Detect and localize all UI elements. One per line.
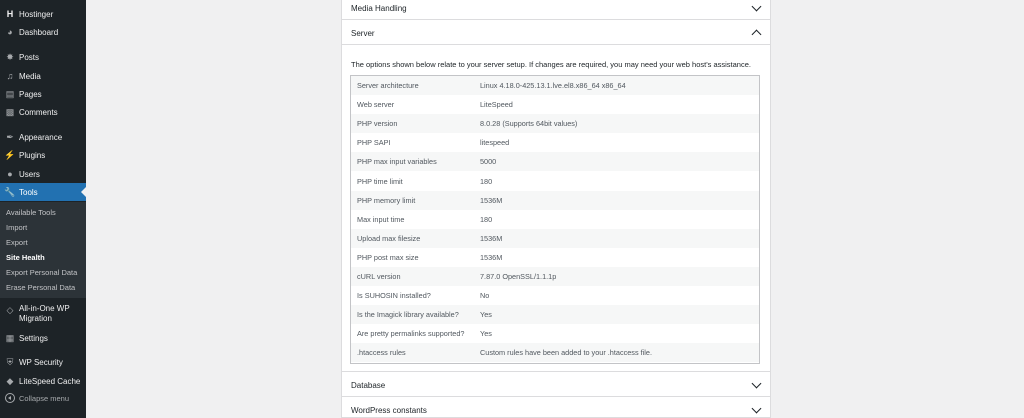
media-icon: ♫ [6,70,14,81]
submenu-import[interactable]: Import [6,223,28,232]
table-row [351,229,759,248]
divider [341,44,771,45]
menu-label: Dashboard [19,27,59,37]
row-value: Linux 4.18.0-425.13.1.lve.el8.x86_64 x86_64 [480,81,626,91]
divider [341,19,771,20]
row-key: PHP memory limit [357,195,416,205]
menu-item-pages[interactable] [0,85,86,103]
menu-label: Plugins [19,150,46,160]
dashboard-icon: ◕ [7,26,13,37]
menu-item-appearance[interactable] [0,128,86,146]
server-info-table [350,75,760,364]
menu-label: All-in-One WP Migration [19,304,70,323]
table-row [351,324,759,343]
accordion-media-handling[interactable] [342,0,770,20]
migration-icon: ◇ [6,304,14,315]
table-row [351,210,759,229]
accordion-database[interactable] [342,373,770,397]
menu-item-tools[interactable] [0,183,86,201]
row-key: PHP version [357,119,398,129]
collapse-label: Collapse menu [19,393,70,403]
submenu-export-personal-data[interactable]: Export Personal Data [6,268,78,277]
row-value: 5000 [480,157,497,167]
accordion-wordpress-constants[interactable] [342,398,770,418]
row-key: PHP SAPI [357,138,391,148]
chevron-down-icon [752,379,762,389]
menu-item-posts[interactable] [0,48,86,66]
menu-item-plugins[interactable] [0,146,86,164]
menu-label: WP Security [19,357,63,367]
row-key: Is the Imagick library available? [357,310,459,320]
submenu-site-health[interactable]: Site Health [6,253,45,262]
row-key: Is SUHOSIN installed? [357,291,431,301]
menu-label: Tools [19,187,38,197]
chevron-up-icon [752,30,762,40]
menu-item-settings[interactable] [0,329,86,347]
menu-label: Comments [19,107,58,117]
section-title: Database [351,380,386,390]
litespeed-icon: ◆ [6,375,14,386]
table-row [351,172,759,191]
hostinger-logo-icon: H [6,8,14,19]
submenu-export[interactable]: Export [6,238,28,247]
brush-icon: ✒ [6,131,14,142]
row-value: litespeed [480,138,510,148]
menu-item-dashboard[interactable] [0,23,86,41]
divider [341,371,771,372]
server-intro-text: The options shown below relate to your server setup. If changes are required, you may need your web host's assistance. [351,60,751,69]
table-row [351,114,759,133]
chevron-down-icon [752,404,762,414]
menu-label: Users [19,169,40,179]
user-icon: ● [7,168,13,179]
row-key: Web server [357,100,395,110]
section-title: WordPress constants [351,405,427,415]
row-value: 1536M [480,195,503,205]
row-key: PHP max input variables [357,157,437,167]
menu-label: Appearance [19,132,63,142]
section-title: Server [351,28,375,38]
table-row [351,343,759,362]
row-value: No [480,291,490,301]
table-row [351,191,759,210]
table-row [351,152,759,171]
table-row [351,248,759,267]
page-icon: ▤ [5,88,15,99]
row-key: Max input time [357,214,405,224]
table-row [351,305,759,324]
submenu-available-tools[interactable]: Available Tools [6,208,56,217]
submenu-erase-personal-data[interactable]: Erase Personal Data [6,283,76,292]
accordion-server[interactable] [342,21,770,45]
row-value: 180 [480,176,493,186]
row-value: LiteSpeed [480,100,513,110]
wrench-icon: 🔧 [4,186,16,197]
row-value: Custom rules have been added to your .htaccess file. [480,348,652,358]
shield-icon: ⛨ [6,356,14,367]
tools-submenu [0,202,86,298]
row-key: PHP post max size [357,252,419,262]
plugin-icon: ⚡ [4,149,16,160]
row-key: cURL version [357,272,401,282]
row-value: Yes [480,329,492,339]
row-value: 180 [480,214,493,224]
menu-item-litespeed-cache[interactable] [0,372,86,390]
row-key: Are pretty permalinks supported? [357,329,465,339]
menu-item-all-in-one-migration[interactable] [0,302,86,326]
table-row [351,286,759,305]
divider [341,396,771,397]
menu-label: Posts [19,52,40,62]
menu-item-users[interactable] [0,165,86,183]
menu-item-media[interactable] [0,67,86,85]
row-key: Upload max filesize [357,233,421,243]
chevron-down-icon [752,2,762,12]
menu-item-hostinger[interactable] [0,5,86,23]
row-key: Server architecture [357,81,419,91]
table-row [351,267,759,286]
row-value: 1536M [480,233,503,243]
row-value: 7.87.0 OpenSSL/1.1.1p [480,272,557,282]
comment-icon: ▩ [5,106,15,117]
row-value: 1536M [480,252,503,262]
menu-label: Pages [19,89,42,99]
table-row [351,76,759,95]
row-key: .htaccess rules [357,348,406,358]
menu-label: LiteSpeed Cache [19,376,81,386]
settings-icon: ▦ [5,332,15,343]
row-value: 8.0.28 (Supports 64bit values) [480,119,578,129]
table-row [351,95,759,114]
admin-sidebar [0,0,86,418]
menu-item-wp-security[interactable] [0,353,86,371]
section-title: Media Handling [351,3,407,13]
collapse-icon [5,393,15,403]
menu-item-comments[interactable] [0,103,86,121]
row-value: Yes [480,310,492,320]
collapse-menu-button[interactable] [5,393,69,403]
menu-label: Media [19,71,41,81]
menu-label: Settings [19,333,48,343]
table-row [351,133,759,152]
pin-icon: ✸ [6,51,14,62]
row-key: PHP time limit [357,176,403,186]
menu-label: Hostinger [19,9,54,19]
